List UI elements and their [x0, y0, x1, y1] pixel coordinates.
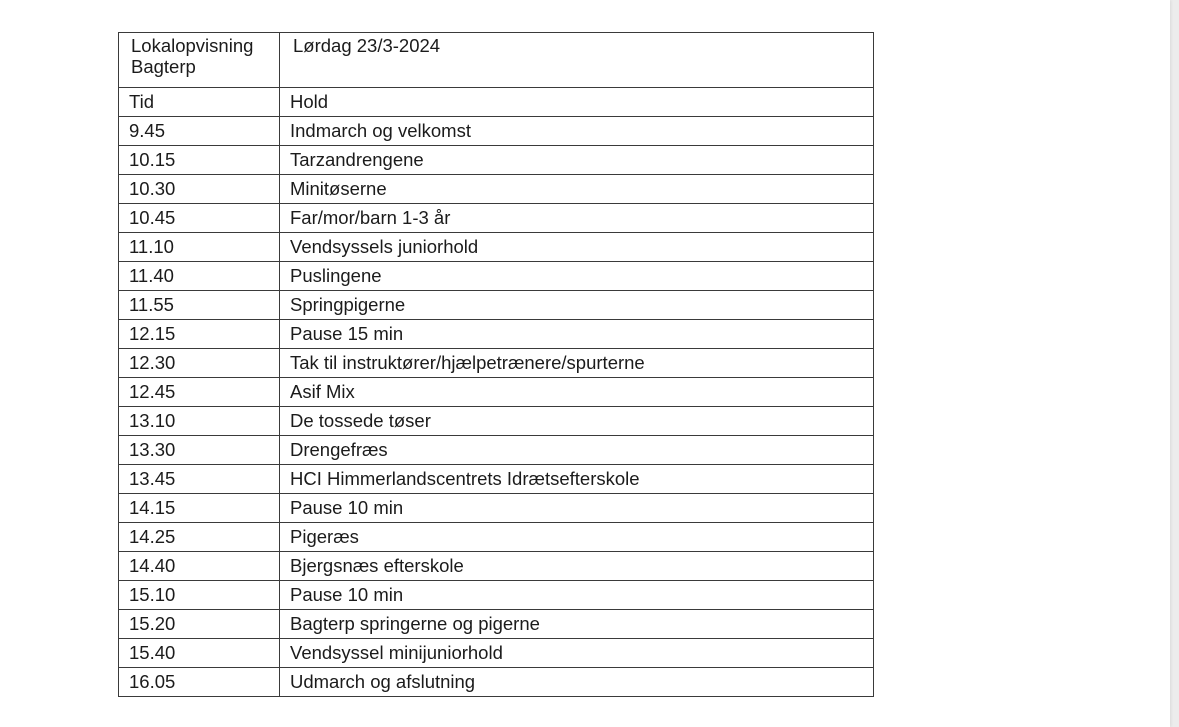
row-team: Indmarch og velkomst	[280, 117, 874, 146]
row-team: Pause 15 min	[280, 320, 874, 349]
row-team: HCI Himmerlandscentrets Idrætsefterskole	[280, 465, 874, 494]
row-team: Springpigerne	[280, 291, 874, 320]
row-time: 11.40	[119, 262, 280, 291]
row-time: 15.40	[119, 639, 280, 668]
table-row	[119, 320, 874, 349]
row-time: 14.25	[119, 523, 280, 552]
event-date: Lørdag 23/3-2024	[293, 35, 441, 56]
row-time: 12.45	[119, 378, 280, 407]
table-row	[119, 175, 874, 204]
row-time: 15.10	[119, 581, 280, 610]
row-time: 14.15	[119, 494, 280, 523]
row-team: Bagterp springerne og pigerne	[280, 610, 874, 639]
table-row	[119, 204, 874, 233]
table-row	[119, 465, 874, 494]
table-row	[119, 552, 874, 581]
table-row	[119, 436, 874, 465]
row-time: 11.55	[119, 291, 280, 320]
row-time: 15.20	[119, 610, 280, 639]
row-time: 13.45	[119, 465, 280, 494]
table-row	[119, 668, 874, 697]
table-row	[119, 407, 874, 436]
row-team: Tak til instruktører/hjælpetrænere/spurterne	[280, 349, 874, 378]
row-time: 14.40	[119, 552, 280, 581]
event-title-cell	[119, 33, 280, 88]
event-title: Lokalopvisning	[131, 35, 254, 56]
row-time: 9.45	[119, 117, 280, 146]
table-header-row	[119, 33, 874, 88]
row-team: Vendsyssels juniorhold	[280, 233, 874, 262]
column-header-row	[119, 88, 874, 117]
row-time: 10.45	[119, 204, 280, 233]
row-team: Pause 10 min	[280, 494, 874, 523]
row-team: Drengefræs	[280, 436, 874, 465]
table-row	[119, 610, 874, 639]
row-team: Pause 10 min	[280, 581, 874, 610]
row-time: 12.30	[119, 349, 280, 378]
table-row	[119, 291, 874, 320]
row-team: Tarzandrengene	[280, 146, 874, 175]
row-team: Far/mor/barn 1-3 år	[280, 204, 874, 233]
event-date-cell	[280, 33, 874, 88]
row-team: Udmarch og afslutning	[280, 668, 874, 697]
row-time: 12.15	[119, 320, 280, 349]
row-time: 13.30	[119, 436, 280, 465]
table-row	[119, 581, 874, 610]
table-row	[119, 262, 874, 291]
row-time: 11.10	[119, 233, 280, 262]
table-row	[119, 349, 874, 378]
row-team: De tossede tøser	[280, 407, 874, 436]
row-team: Vendsyssel minijuniorhold	[280, 639, 874, 668]
table-row	[119, 117, 874, 146]
table-row	[119, 378, 874, 407]
schedule-table	[118, 32, 874, 697]
row-team: Minitøserne	[280, 175, 874, 204]
row-time: 13.10	[119, 407, 280, 436]
row-time: 16.05	[119, 668, 280, 697]
column-header-time: Tid	[119, 88, 280, 117]
row-time: 10.15	[119, 146, 280, 175]
row-team: Bjergsnæs efterskole	[280, 552, 874, 581]
table-row	[119, 523, 874, 552]
column-header-team: Hold	[280, 88, 874, 117]
row-team: Pigeræs	[280, 523, 874, 552]
table-row	[119, 494, 874, 523]
event-location: Bagterp	[131, 56, 196, 78]
table-row	[119, 233, 874, 262]
row-team: Puslingene	[280, 262, 874, 291]
table-row	[119, 639, 874, 668]
row-team: Asif Mix	[280, 378, 874, 407]
table-row	[119, 146, 874, 175]
row-time: 10.30	[119, 175, 280, 204]
